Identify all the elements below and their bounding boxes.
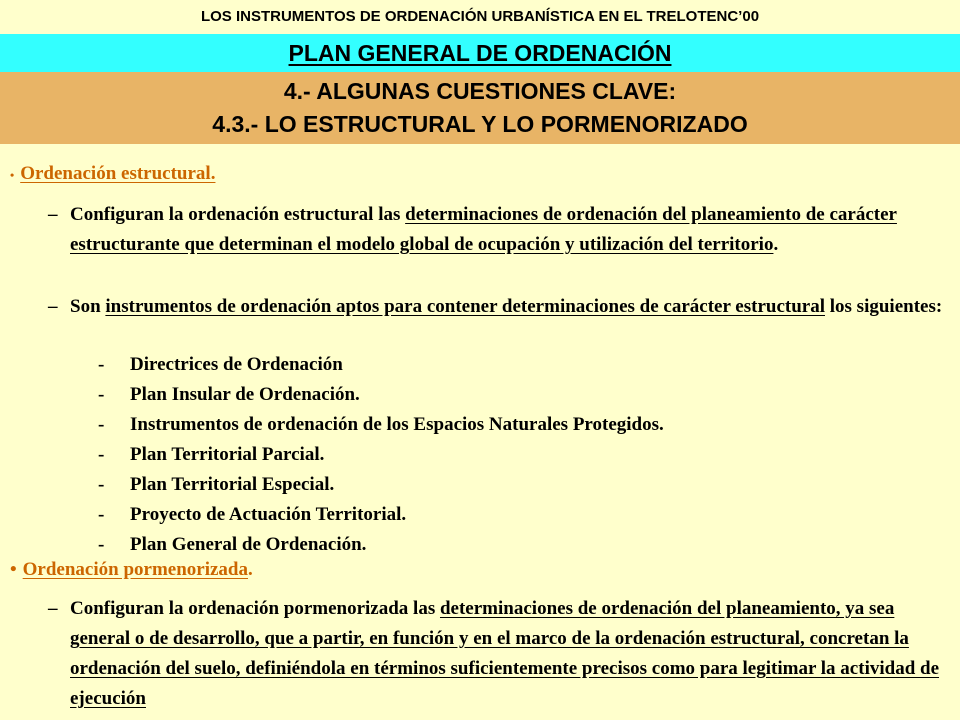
plan-title-bar <box>0 34 960 72</box>
list-item-label: Plan Insular de Ordenación. <box>130 384 360 405</box>
list-item-label: Directrices de Ordenación <box>130 354 343 375</box>
paragraph-text: Configuran la ordenación estructural las <box>70 204 406 225</box>
list-item-label: Plan General de Ordenación. <box>130 534 367 555</box>
detailed-heading <box>10 556 253 584</box>
list-dash: - <box>98 384 105 405</box>
list-item-label: Plan Territorial Parcial. <box>130 444 325 465</box>
structural-paragraph-1 <box>48 200 948 260</box>
bullet-icon: • <box>10 168 15 182</box>
list-dash: - <box>98 414 105 435</box>
section-title: 4.- ALGUNAS CUESTIONES CLAVE: <box>283 78 677 104</box>
structural-heading-link[interactable]: Ordenación estructural. <box>20 163 216 184</box>
structural-paragraph-2 <box>48 292 948 322</box>
detailed-heading-link[interactable]: Ordenación pormenorizada <box>22 559 249 580</box>
section-subtitle: 4.3.- LO ESTRUCTURAL Y LO PORMENORIZADO <box>212 111 748 137</box>
structural-heading <box>10 160 215 189</box>
list-item-label: Instrumentos de ordenación de los Espacios Naturales Protegidos. <box>130 414 664 435</box>
dash-marker: – <box>48 296 58 317</box>
slide-content <box>0 144 960 720</box>
paragraph-text: Son <box>70 296 106 317</box>
list-item <box>98 350 918 380</box>
list-item <box>98 410 918 440</box>
section-header <box>0 72 960 144</box>
list-dash: - <box>98 354 105 375</box>
detailed-heading-end: . <box>248 559 253 580</box>
underlined-text: instrumentos de ordenación aptos para contener determinaciones de carácter estructural <box>105 296 825 317</box>
instrument-list <box>98 350 918 560</box>
list-item <box>98 470 918 500</box>
dash-marker: – <box>48 204 58 225</box>
list-item-label: Plan Territorial Especial. <box>130 474 335 495</box>
list-item <box>98 440 918 470</box>
list-item <box>98 380 918 410</box>
presentation-title: LOS INSTRUMENTOS DE ORDENACIÓN URBANÍSTICA EN EL TRELOTENC’00 <box>0 0 960 34</box>
paragraph-text: Configuran la ordenación pormenorizada las <box>70 598 440 619</box>
underlined-text: determinaciones de ordenación del planeamiento, ya sea general o de desarrollo, que a partir, en función y en el marco de la ordenación estructural, concretan la ordenación del suelo, definiéndola en términos suficientemente precisos como para legitimar la actividad de ejecución <box>70 598 940 709</box>
list-item <box>98 500 918 530</box>
underlined-text: determinaciones de ordenación del planeamiento de carácter estructurante que determinan el modelo global de ocupación y utilización del territorio <box>70 204 897 255</box>
list-dash: - <box>98 444 105 465</box>
plan-title: PLAN GENERAL DE ORDENACIÓN <box>288 40 672 66</box>
list-dash: - <box>98 504 105 525</box>
list-dash: - <box>98 474 105 495</box>
list-item-label: Proyecto de Actuación Territorial. <box>130 504 407 525</box>
paragraph-text-end: . <box>773 234 779 255</box>
dash-marker: – <box>48 598 58 619</box>
list-dash: - <box>98 534 105 555</box>
paragraph-text-end: los siguientes: <box>825 296 943 317</box>
bullet-icon: • <box>10 559 17 580</box>
detailed-paragraph-1 <box>48 594 948 714</box>
